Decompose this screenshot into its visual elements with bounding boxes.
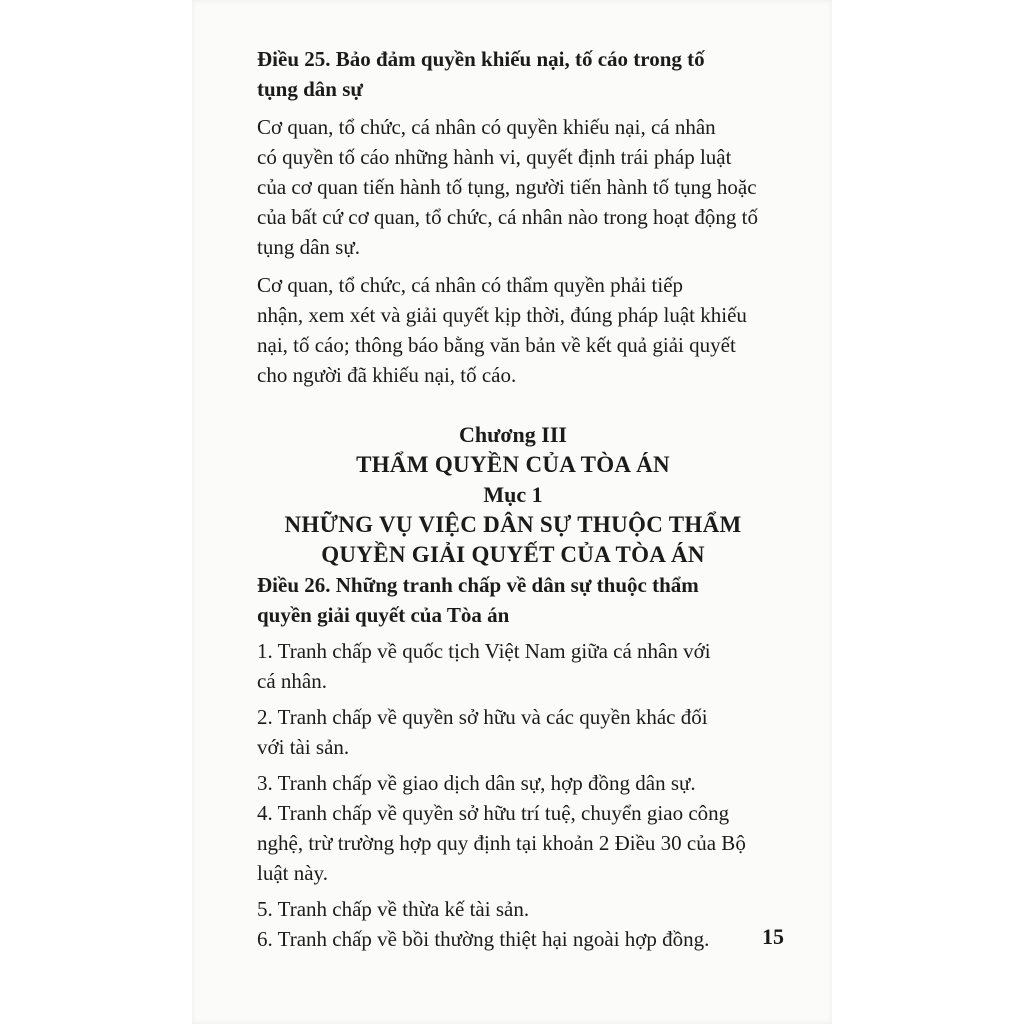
article-26-item4-line3: luật này.	[257, 861, 328, 885]
article-25-title-line2: tụng dân sự	[257, 77, 363, 101]
article-26-item4-line2: nghệ, trừ trường hợp quy định tại khoản 2 Điều 30 của Bộ	[257, 831, 746, 855]
article-25-para2-line2: nhận, xem xét và giải quyết kịp thời, đúng pháp luật khiếu	[257, 303, 747, 327]
article-26-item1-line2: cá nhân.	[257, 669, 327, 693]
article-26-item3: 3. Tranh chấp về giao dịch dân sự, hợp đồng dân sự.	[257, 771, 696, 795]
book-page	[192, 0, 832, 1024]
section-title-line2: QUYỀN GIẢI QUYẾT CỦA TÒA ÁN	[321, 542, 705, 567]
article-26-item2-line1: 2. Tranh chấp về quyền sở hữu và các quyền khác đối	[257, 705, 708, 729]
article-25-para2-line4: cho người đã khiếu nại, tố cáo.	[257, 363, 517, 387]
article-25-para2-line1: Cơ quan, tổ chức, cá nhân có thẩm quyền phải tiếp	[257, 273, 684, 297]
article-26-item6: 6. Tranh chấp về bồi thường thiệt hại ngoài hợp đồng.	[257, 927, 710, 951]
article-26-item4-line1: 4. Tranh chấp về quyền sở hữu trí tuệ, chuyển giao công	[257, 801, 730, 825]
article-25-para1-line5: tụng dân sự.	[257, 235, 360, 259]
article-26-title-line1: Điều 26. Những tranh chấp về dân sự thuộc thẩm	[257, 573, 699, 597]
article-26-title-line2: quyền giải quyết của Tòa án	[257, 603, 510, 627]
article-25-title-line1: Điều 25. Bảo đảm quyền khiếu nại, tố cáo trong tố	[257, 47, 705, 71]
article-25	[257, 44, 769, 390]
chapter-title: THẨM QUYỀN CỦA TÒA ÁN	[356, 452, 670, 477]
chapter-heading	[257, 420, 769, 570]
article-26	[257, 570, 769, 954]
chapter-label: Chương III	[459, 422, 567, 447]
article-25-para1-line1: Cơ quan, tổ chức, cá nhân có quyền khiếu nại, cá nhân	[257, 115, 716, 139]
page-content	[257, 40, 769, 954]
section-label: Mục 1	[483, 482, 543, 507]
article-25-para1-line3: của cơ quan tiến hành tố tụng, người tiến hành tố tụng hoặc	[257, 175, 757, 199]
article-25-para1-line2: có quyền tố cáo những hành vi, quyết định trái pháp luật	[257, 145, 732, 169]
article-26-item5: 5. Tranh chấp về thừa kế tài sản.	[257, 897, 530, 921]
page-number: 15	[762, 924, 784, 949]
article-26-item1-line1: 1. Tranh chấp về quốc tịch Việt Nam giữa cá nhân với	[257, 639, 711, 663]
section-title-line1: NHỮNG VỤ VIỆC DÂN SỰ THUỘC THẨM	[284, 512, 742, 537]
article-26-item2-line2: với tài sản.	[257, 735, 350, 759]
article-25-para1-line4: của bất cứ cơ quan, tổ chức, cá nhân nào trong hoạt động tố	[257, 205, 758, 229]
article-25-para2-line3: nại, tố cáo; thông báo bằng văn bản về kết quả giải quyết	[257, 333, 736, 357]
